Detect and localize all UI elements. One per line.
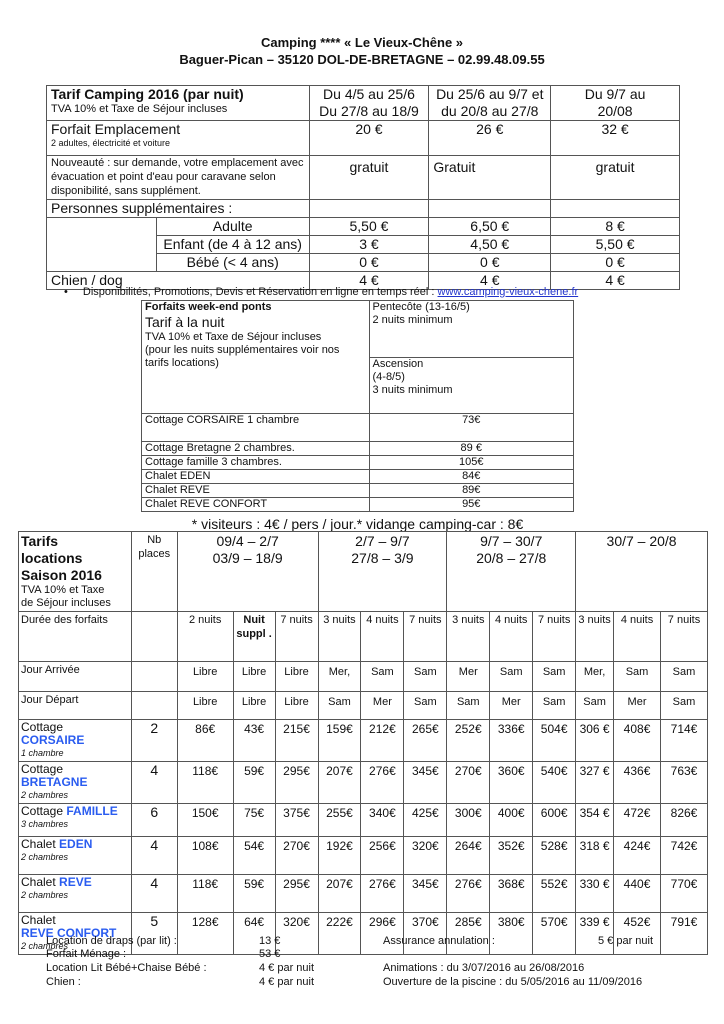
period-line: Du 9/7 au bbox=[584, 86, 646, 102]
price-cell: 59€ bbox=[233, 875, 275, 913]
cell: Mer, bbox=[318, 662, 361, 692]
unit-type: Cottage bbox=[21, 762, 64, 776]
cell: Nuit suppl . bbox=[233, 612, 275, 662]
price-cell: 295€ bbox=[275, 762, 318, 804]
period-header bbox=[177, 532, 318, 612]
weekend-note: TVA 10% et Taxe de Séjour incluses bbox=[145, 331, 322, 343]
nouveaute-text: Nouveauté : sur demande, votre emplacement avec évacuation et point d'eau pour caravane selon disponibilité, sans supplément. bbox=[47, 156, 310, 200]
cell: Mer bbox=[614, 692, 661, 720]
unit-cell bbox=[19, 804, 132, 837]
unit-row bbox=[19, 762, 708, 804]
row-label: Jour Arrivée bbox=[19, 662, 132, 692]
cell: 7 nuits bbox=[660, 612, 707, 662]
forfait-emplacement-note: 2 adultes, électricité et voiture bbox=[51, 138, 171, 148]
period-header bbox=[429, 86, 551, 121]
price-cell: 770€ bbox=[660, 875, 707, 913]
unit-type: Chalet bbox=[21, 875, 56, 889]
price-cell: 207€ bbox=[318, 762, 361, 804]
price-cell: 354 € bbox=[576, 804, 614, 837]
price-cell: 4 € bbox=[309, 272, 429, 290]
weekend-subtitle: Tarif à la nuit bbox=[145, 314, 225, 330]
camping-table-header bbox=[47, 86, 310, 121]
price-cell: 472€ bbox=[614, 804, 661, 837]
unit-row bbox=[19, 837, 708, 875]
weekend-row-price: 89€ bbox=[369, 484, 574, 498]
period-header bbox=[309, 86, 429, 121]
weekend-row-label: Cottage famille 3 chambres. bbox=[142, 456, 370, 470]
weekend-title: Forfaits week-end ponts bbox=[145, 301, 272, 313]
price-cell: 440€ bbox=[614, 875, 661, 913]
unit-name: BRETAGNE bbox=[21, 775, 88, 789]
nb-places: 4 bbox=[131, 875, 177, 913]
unit-name: FAMILLE bbox=[66, 804, 118, 818]
weekend-row-price: 95€ bbox=[369, 498, 574, 512]
weekend-forfaits-table bbox=[141, 300, 574, 512]
price-cell: 4,50 € bbox=[429, 236, 551, 254]
cell: Libre bbox=[233, 662, 275, 692]
locations-subtitle: de Séjour incluses bbox=[21, 597, 111, 609]
period-line: Du 25/6 au 9/7 et bbox=[436, 86, 544, 102]
cell: 2 nuits bbox=[177, 612, 233, 662]
price-cell: 192€ bbox=[318, 837, 361, 875]
locations-tariff-table bbox=[18, 531, 708, 955]
price-cell: 222€ bbox=[318, 913, 361, 955]
price-cell: 742€ bbox=[660, 837, 707, 875]
period-line: 03/9 – 18/9 bbox=[212, 550, 283, 566]
cell: 4 nuits bbox=[490, 612, 533, 662]
period-header bbox=[447, 532, 576, 612]
footer-label: Chien : bbox=[46, 976, 81, 988]
camping-address: Baguer-Pican – 35120 DOL-DE-BRETAGNE – 02.99.48.09.55 bbox=[179, 52, 545, 67]
price-cell: 504€ bbox=[533, 720, 576, 762]
nb-places-header: Nb places bbox=[131, 532, 177, 612]
price-cell: 360€ bbox=[490, 762, 533, 804]
price-cell: 59€ bbox=[233, 762, 275, 804]
cell: Sam bbox=[533, 692, 576, 720]
price-cell: 276€ bbox=[361, 875, 404, 913]
price-cell: 336€ bbox=[490, 720, 533, 762]
duree-row bbox=[19, 612, 708, 662]
assurance-value: 5 € par nuit bbox=[598, 935, 654, 947]
cell: Mer, bbox=[576, 662, 614, 692]
price-cell: 340€ bbox=[361, 804, 404, 837]
visitors-note: * visiteurs : 4€ / pers / jour.* vidange camping-car : 8€ bbox=[191, 516, 524, 532]
price-cell: 368€ bbox=[490, 875, 533, 913]
price-cell: 32 € bbox=[551, 121, 680, 156]
price-cell: 4 € bbox=[429, 272, 551, 290]
footer-label: Location Lit Bébé+Chaise Bébé : bbox=[46, 962, 207, 974]
cell: 4 nuits bbox=[361, 612, 404, 662]
cell: Sam bbox=[614, 662, 661, 692]
period-line: 9/7 – 30/7 bbox=[480, 533, 543, 549]
unit-cell bbox=[19, 720, 132, 762]
period-line: Du 4/5 au 25/6 bbox=[323, 86, 415, 102]
unit-name: REVE bbox=[59, 875, 92, 889]
price-cell: 3 € bbox=[309, 236, 429, 254]
price-cell: 20 € bbox=[309, 121, 429, 156]
camping-tariff-table bbox=[46, 85, 680, 290]
price-cell: 270€ bbox=[275, 837, 318, 875]
unit-type: Chalet bbox=[21, 913, 56, 927]
price-cell: 159€ bbox=[318, 720, 361, 762]
unit-type: Cottage bbox=[21, 804, 64, 818]
cell: 7 nuits bbox=[275, 612, 318, 662]
unit-row bbox=[19, 875, 708, 913]
arrivee-row bbox=[19, 662, 708, 692]
price-cell: 528€ bbox=[533, 837, 576, 875]
cell: 3 nuits bbox=[576, 612, 614, 662]
unit-row bbox=[19, 720, 708, 762]
unit-cell bbox=[19, 762, 132, 804]
animations-dates: Animations : du 3/07/2016 au 26/08/2016 bbox=[383, 962, 585, 974]
locations-subtitle: TVA 10% et Taxe bbox=[21, 584, 105, 596]
price-cell: 270€ bbox=[447, 762, 490, 804]
cell: Sam bbox=[660, 662, 707, 692]
cell: 4 nuits bbox=[614, 612, 661, 662]
price-cell: gratuit bbox=[309, 156, 429, 200]
cell: Sam bbox=[318, 692, 361, 720]
person-label: Enfant (de 4 à 12 ans) bbox=[156, 236, 309, 254]
price-cell: 5,50 € bbox=[551, 236, 680, 254]
price-cell: 64€ bbox=[233, 913, 275, 955]
cell: Sam bbox=[533, 662, 576, 692]
price-cell: 352€ bbox=[490, 837, 533, 875]
price-cell: 714€ bbox=[660, 720, 707, 762]
weekend-note: (pour les nuits supplémentaires voir nos tarifs locations) bbox=[145, 344, 340, 369]
ascension-label: Ascension bbox=[372, 358, 424, 370]
price-cell: 26 € bbox=[429, 121, 551, 156]
price-cell: 0 € bbox=[551, 254, 680, 272]
price-cell: 424€ bbox=[614, 837, 661, 875]
cell: Sam bbox=[404, 662, 447, 692]
price-cell: 276€ bbox=[361, 762, 404, 804]
price-cell: 375€ bbox=[275, 804, 318, 837]
price-cell: 207€ bbox=[318, 875, 361, 913]
period-line: 20/8 – 27/8 bbox=[476, 550, 547, 566]
unit-name: CORSAIRE bbox=[21, 733, 85, 747]
footer-value: 53 € bbox=[259, 948, 281, 960]
pentecote-cell bbox=[369, 301, 574, 358]
price-cell: 0 € bbox=[429, 254, 551, 272]
unit-cell bbox=[19, 837, 132, 875]
period-line: Du 27/8 au 18/9 bbox=[319, 103, 419, 119]
price-cell: 75€ bbox=[233, 804, 275, 837]
price-cell: 128€ bbox=[177, 913, 233, 955]
ascension-min: 3 nuits minimum bbox=[372, 384, 453, 396]
cell: Libre bbox=[275, 692, 318, 720]
weekend-row-label: Chalet EDEN bbox=[142, 470, 370, 484]
ascension-dates: (4-8/5) bbox=[372, 371, 405, 383]
nb-places: 5 bbox=[131, 913, 177, 955]
price-cell: 285€ bbox=[447, 913, 490, 955]
cell: Sam bbox=[361, 662, 404, 692]
price-cell: 264€ bbox=[447, 837, 490, 875]
period-line: du 20/8 au 27/8 bbox=[441, 103, 539, 119]
piscine-dates: Ouverture de la piscine : du 5/05/2016 au 11/09/2016 bbox=[383, 976, 643, 988]
cell: 7 nuits bbox=[404, 612, 447, 662]
cell: Libre bbox=[177, 662, 233, 692]
depart-row bbox=[19, 692, 708, 720]
locations-title-cell bbox=[19, 532, 132, 612]
price-cell: 408€ bbox=[614, 720, 661, 762]
chien-label: Chien / dog bbox=[47, 272, 310, 290]
unit-type: Chalet bbox=[21, 837, 56, 851]
price-cell: 252€ bbox=[447, 720, 490, 762]
price-cell: 306 € bbox=[576, 720, 614, 762]
unit-cell bbox=[19, 875, 132, 913]
cell: 3 nuits bbox=[318, 612, 361, 662]
cell: 7 nuits bbox=[533, 612, 576, 662]
price-cell: 5,50 € bbox=[309, 218, 429, 236]
price-cell: 86€ bbox=[177, 720, 233, 762]
camping-title: Camping **** « Le Vieux-Chêne » bbox=[260, 35, 464, 50]
row-label: Durée des forfaits bbox=[19, 612, 132, 662]
locations-title bbox=[21, 533, 129, 584]
unit-rooms: 2 chambres bbox=[21, 852, 69, 862]
period-line: 2/7 – 9/7 bbox=[355, 533, 410, 549]
cell: Sam bbox=[490, 662, 533, 692]
price-cell: 320€ bbox=[275, 913, 318, 955]
price-cell: 54€ bbox=[233, 837, 275, 875]
camping-table-title: Tarif Camping 2016 (par nuit) bbox=[51, 86, 244, 102]
price-cell: 150€ bbox=[177, 804, 233, 837]
pentecote-label: Pentecôte (13-16/5) bbox=[372, 301, 470, 313]
nb-places: 4 bbox=[131, 837, 177, 875]
footer-value: 13 € bbox=[259, 935, 281, 947]
period-header bbox=[576, 532, 708, 612]
assurance-label: Assurance annulation : bbox=[383, 935, 495, 947]
price-cell: 320€ bbox=[404, 837, 447, 875]
price-cell: 400€ bbox=[490, 804, 533, 837]
price-cell: 4 € bbox=[551, 272, 680, 290]
price-cell: 0 € bbox=[309, 254, 429, 272]
unit-row bbox=[19, 804, 708, 837]
weekend-info-cell bbox=[142, 301, 370, 414]
cell: 3 nuits bbox=[447, 612, 490, 662]
locations-title-line: Saison 2016 bbox=[21, 567, 102, 583]
price-cell: 540€ bbox=[533, 762, 576, 804]
unit-type: Cottage bbox=[21, 720, 64, 734]
locations-title-line: locations bbox=[21, 550, 83, 566]
person-label: Adulte bbox=[156, 218, 309, 236]
price-cell: 256€ bbox=[361, 837, 404, 875]
camping-table-subtitle: TVA 10% et Taxe de Séjour incluses bbox=[51, 103, 228, 115]
cell: Mer bbox=[490, 692, 533, 720]
price-cell: 370€ bbox=[404, 913, 447, 955]
unit-rooms: 1 chambre bbox=[21, 748, 64, 758]
price-cell: 6,50 € bbox=[429, 218, 551, 236]
weekend-row-price: 73€ bbox=[369, 414, 574, 442]
weekend-row-label: Cottage CORSAIRE 1 chambre bbox=[142, 414, 370, 442]
forfait-emplacement-label: Forfait Emplacement bbox=[51, 121, 181, 137]
price-cell: 118€ bbox=[177, 875, 233, 913]
online-booking-text: Disponibilités, Promotions, Devis et Réservation en ligne en temps réel : bbox=[82, 286, 438, 298]
price-cell: 300€ bbox=[447, 804, 490, 837]
price-cell: 339 € bbox=[576, 913, 614, 955]
cell: Sam bbox=[404, 692, 447, 720]
period-line: 30/7 – 20/8 bbox=[606, 533, 677, 549]
footer-label: Location de draps (par lit) : bbox=[46, 935, 177, 947]
weekend-row-label: Chalet REVE bbox=[142, 484, 370, 498]
footer-label: Forfait Ménage : bbox=[46, 948, 127, 960]
price-cell: 600€ bbox=[533, 804, 576, 837]
weekend-row-price: 89 € bbox=[369, 442, 574, 456]
unit-rooms: 2 chambres bbox=[21, 941, 69, 951]
cell: Libre bbox=[275, 662, 318, 692]
cell: Sam bbox=[660, 692, 707, 720]
price-cell: 345€ bbox=[404, 875, 447, 913]
price-cell: 215€ bbox=[275, 720, 318, 762]
price-cell: 452€ bbox=[614, 913, 661, 955]
price-cell: 791€ bbox=[660, 913, 707, 955]
website-link[interactable]: www.camping-vieux-chene.fr bbox=[437, 286, 579, 298]
price-cell: 255€ bbox=[318, 804, 361, 837]
price-cell: 330 € bbox=[576, 875, 614, 913]
price-cell: 295€ bbox=[275, 875, 318, 913]
price-cell: 265€ bbox=[404, 720, 447, 762]
unit-rooms: 2 chambres bbox=[21, 790, 69, 800]
footer-value: 4 € par nuit bbox=[259, 962, 315, 974]
row-label: Jour Départ bbox=[19, 692, 132, 720]
period-header bbox=[318, 532, 447, 612]
period-line: 20/08 bbox=[597, 103, 633, 119]
weekend-row-price: 84€ bbox=[369, 470, 574, 484]
cell: Sam bbox=[447, 692, 490, 720]
unit-name: EDEN bbox=[59, 837, 93, 851]
unit-name: REVE CONFORT bbox=[21, 926, 117, 940]
cell: Sam bbox=[576, 692, 614, 720]
forfait-emplacement-cell bbox=[47, 121, 310, 156]
price-cell: 763€ bbox=[660, 762, 707, 804]
period-header bbox=[551, 86, 680, 121]
period-line: 09/4 – 2/7 bbox=[216, 533, 279, 549]
personnes-supp-label: Personnes supplémentaires : bbox=[47, 200, 310, 218]
cell: Mer bbox=[361, 692, 404, 720]
price-cell: 436€ bbox=[614, 762, 661, 804]
unit-rooms: 2 chambres bbox=[21, 890, 69, 900]
period-line: 27/8 – 3/9 bbox=[351, 550, 414, 566]
price-cell: 327 € bbox=[576, 762, 614, 804]
weekend-row-label: Cottage Bretagne 2 chambres. bbox=[142, 442, 370, 456]
price-cell: Gratuit bbox=[429, 156, 551, 200]
price-cell: 276€ bbox=[447, 875, 490, 913]
weekend-row-label: Chalet REVE CONFORT bbox=[142, 498, 370, 512]
nb-places: 4 bbox=[131, 762, 177, 804]
cell: Libre bbox=[233, 692, 275, 720]
bullet-icon: • bbox=[64, 286, 68, 298]
price-cell: 296€ bbox=[361, 913, 404, 955]
price-cell: 425€ bbox=[404, 804, 447, 837]
price-cell: 212€ bbox=[361, 720, 404, 762]
person-label: Bébé (< 4 ans) bbox=[156, 254, 309, 272]
ascension-cell bbox=[369, 358, 574, 414]
cell: Libre bbox=[177, 692, 233, 720]
nb-places: 6 bbox=[131, 804, 177, 837]
price-cell: gratuit bbox=[551, 156, 680, 200]
locations-title-line: Tarifs bbox=[21, 533, 59, 549]
price-cell: 318 € bbox=[576, 837, 614, 875]
weekend-row-price: 105€ bbox=[369, 456, 574, 470]
footer-value: 4 € par nuit bbox=[259, 976, 315, 988]
price-cell: 118€ bbox=[177, 762, 233, 804]
price-cell: 552€ bbox=[533, 875, 576, 913]
online-booking-line bbox=[64, 286, 578, 299]
nb-places: 2 bbox=[131, 720, 177, 762]
unit-rooms: 3 chambres bbox=[21, 819, 69, 829]
price-cell: 380€ bbox=[490, 913, 533, 955]
price-cell: 570€ bbox=[533, 913, 576, 955]
price-cell: 108€ bbox=[177, 837, 233, 875]
price-cell: 8 € bbox=[551, 218, 680, 236]
price-cell: 345€ bbox=[404, 762, 447, 804]
pentecote-min: 2 nuits minimum bbox=[372, 314, 453, 326]
price-cell: 826€ bbox=[660, 804, 707, 837]
price-cell: 43€ bbox=[233, 720, 275, 762]
cell: Mer bbox=[447, 662, 490, 692]
